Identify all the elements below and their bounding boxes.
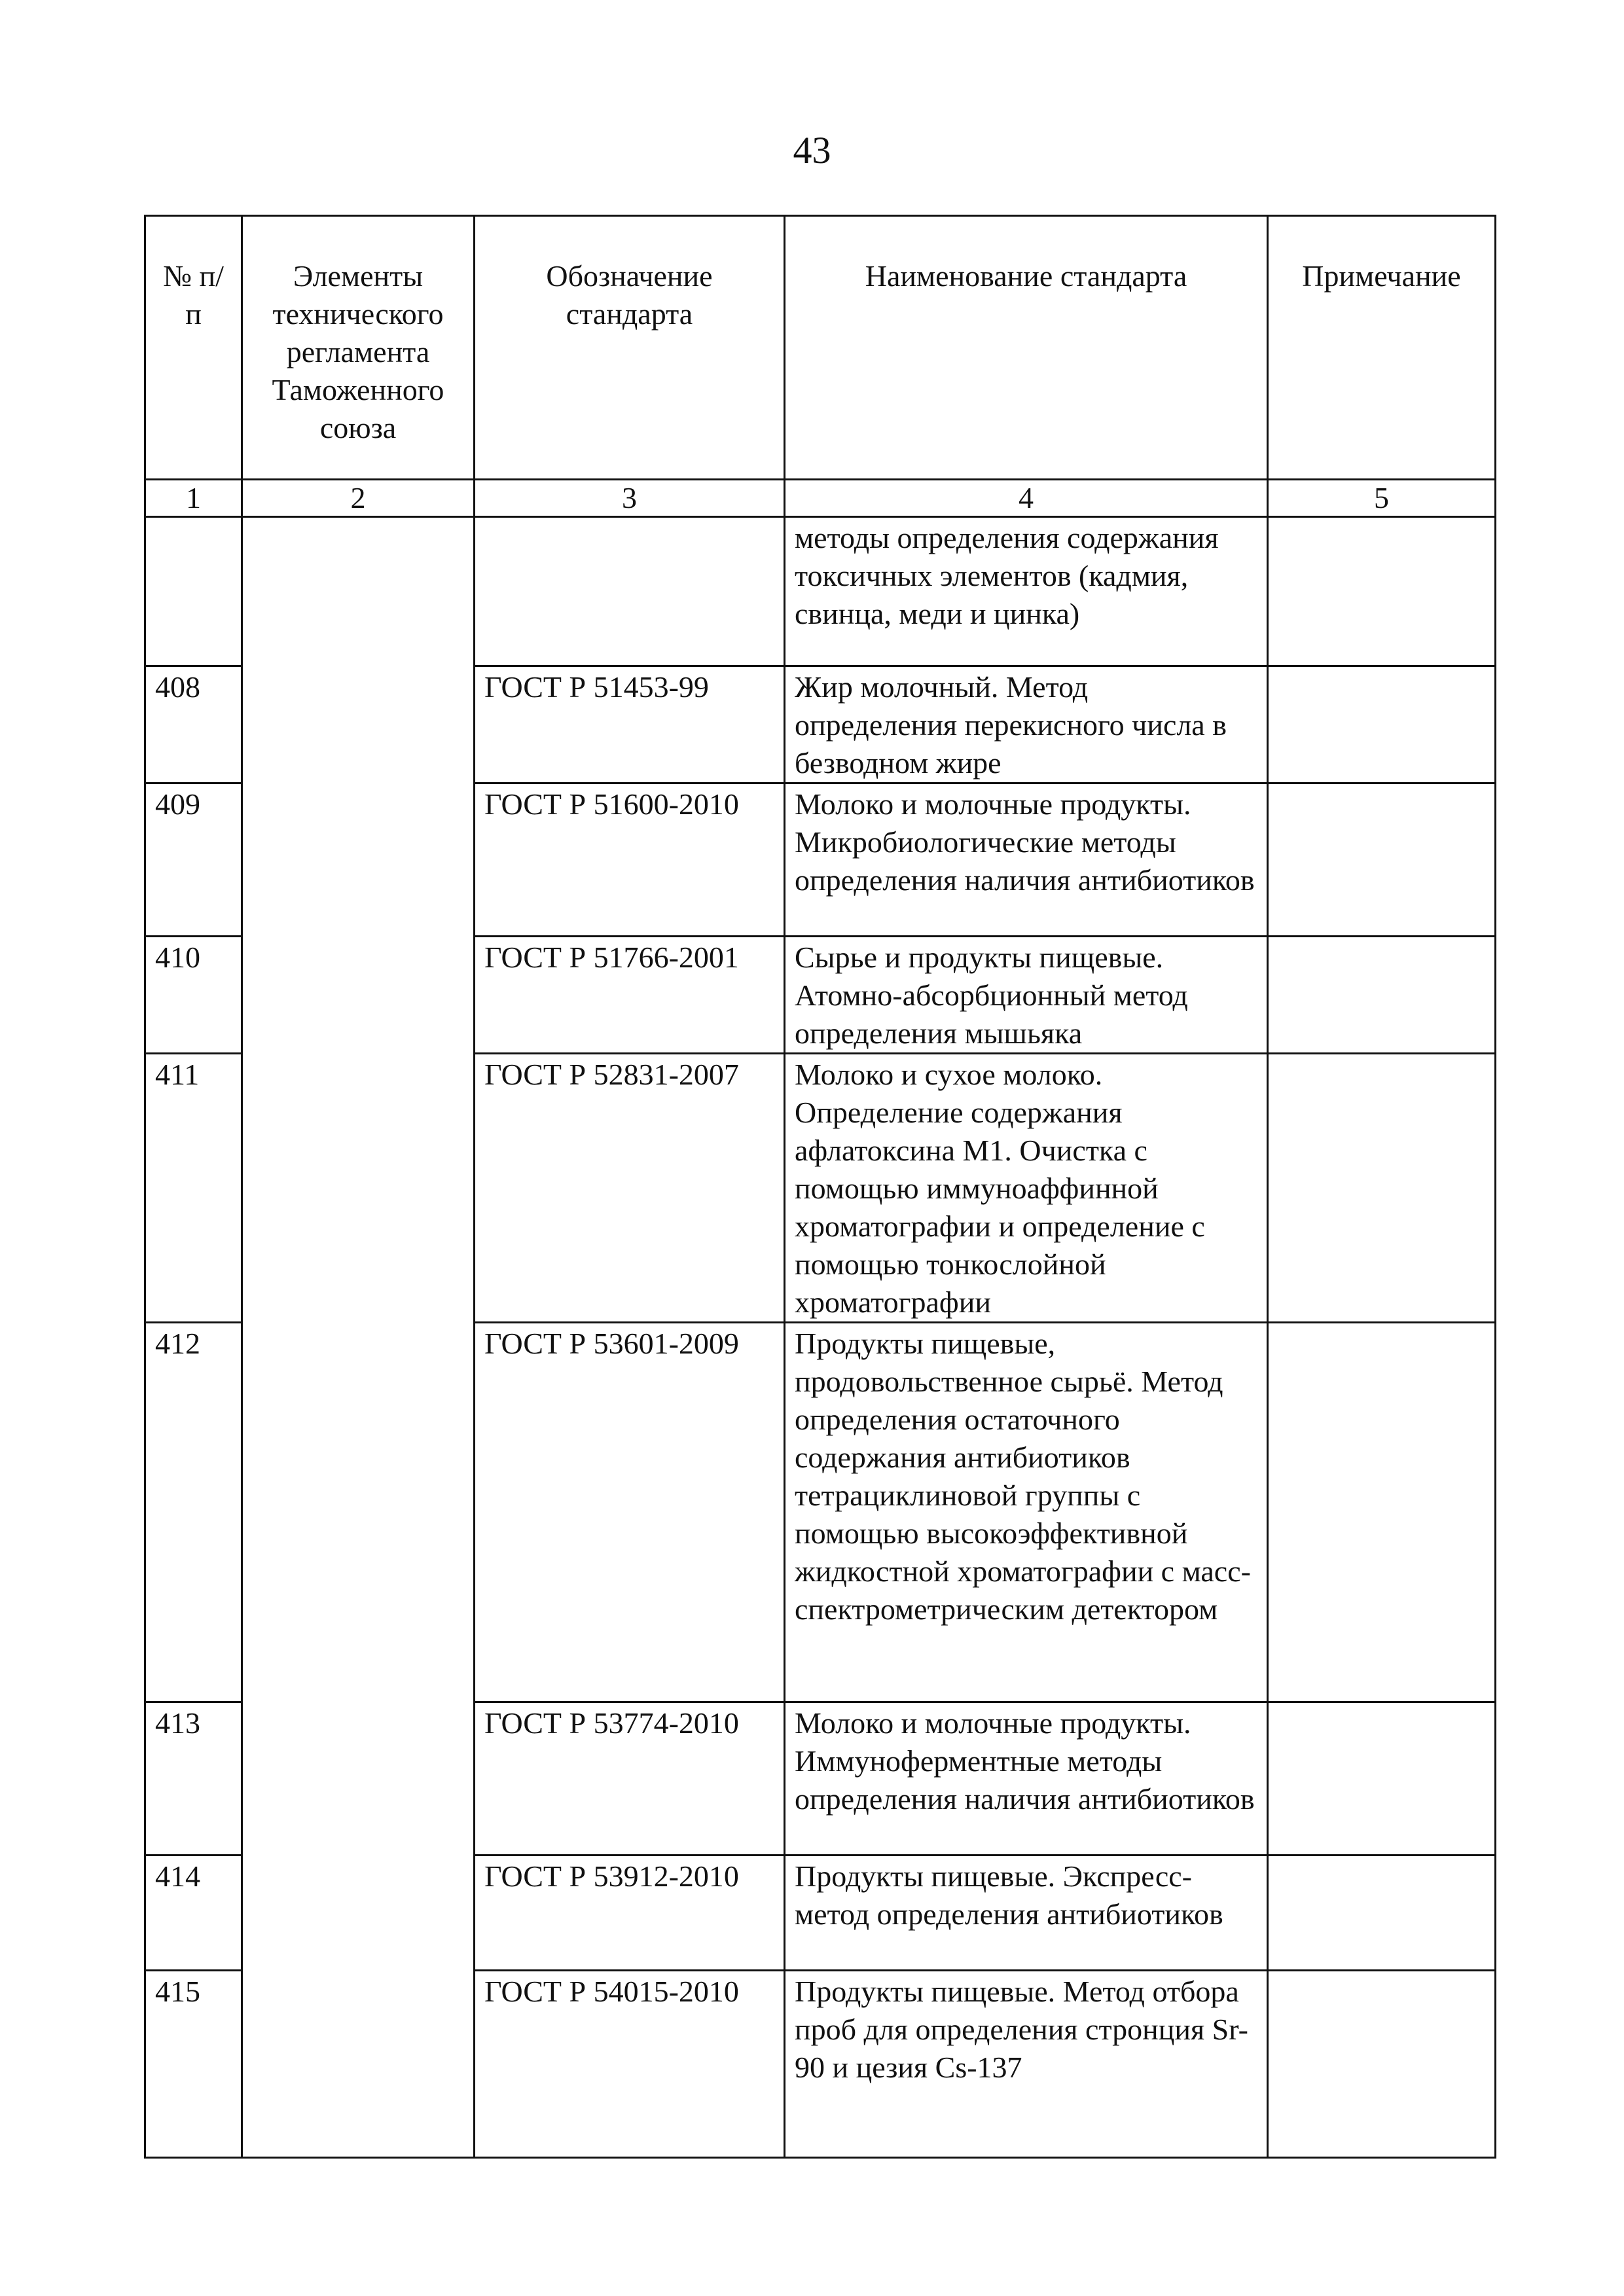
- page-number: 43: [793, 129, 831, 171]
- header-note: Примечание: [1268, 216, 1496, 480]
- row-number: 409: [145, 783, 242, 937]
- standard-name: Продукты пищевые, продовольственное сырьё. Метод определения остаточного содержания антибиотиков тетрациклиновой группы с помощью высокоэффективной жидкостной хроматографии с масс-спектрометрическим детектором: [785, 1323, 1268, 1702]
- standard-code: [475, 517, 785, 666]
- standard-name: методы определения содержания токсичных элементов (кадмия, свинца, меди и цинка): [785, 517, 1268, 666]
- standard-name: Продукты пищевые. Экспресс-метод определения антибиотиков: [785, 1856, 1268, 1971]
- column-number: 5: [1268, 480, 1496, 517]
- column-number: 3: [475, 480, 785, 517]
- table-row-continuation: [145, 517, 1496, 666]
- note-cell: [1268, 666, 1496, 783]
- column-number: 1: [145, 480, 242, 517]
- note-cell: [1268, 937, 1496, 1054]
- header-row: [145, 216, 1496, 480]
- standard-code: ГОСТ Р 51600-2010: [475, 783, 785, 937]
- standard-code: ГОСТ Р 53774-2010: [475, 1702, 785, 1856]
- column-number: 2: [242, 480, 475, 517]
- note-cell: [1268, 1856, 1496, 1971]
- standard-name: Молоко и сухое молоко. Определение содержания афлатоксина М1. Очистка с помощью иммуноаффинной хроматографии и определение с помощью тонкослойной хроматографии: [785, 1054, 1268, 1323]
- standard-name: Сырье и продукты пищевые. Атомно-абсорбционный метод определения мышьяка: [785, 937, 1268, 1054]
- column-number: 4: [785, 480, 1268, 517]
- standards-table: [144, 215, 1496, 2159]
- standard-code: ГОСТ Р 53601-2009: [475, 1323, 785, 1702]
- standard-code: ГОСТ Р 51766-2001: [475, 937, 785, 1054]
- row-number: 408: [145, 666, 242, 783]
- row-number: 411: [145, 1054, 242, 1323]
- standard-code: ГОСТ Р 52831-2007: [475, 1054, 785, 1323]
- regulation-elements-cell: [242, 517, 475, 2158]
- row-number: 410: [145, 937, 242, 1054]
- note-cell: [1268, 1702, 1496, 1856]
- note-cell: [1268, 783, 1496, 937]
- header-elements: Элементы технического регламента Таможенного союза: [242, 216, 475, 480]
- standard-code: ГОСТ Р 54015-2010: [475, 1971, 785, 2158]
- column-number-row: [145, 480, 1496, 517]
- header-designation: Обозначение стандарта: [475, 216, 785, 480]
- standard-name: Молоко и молочные продукты. Микробиологические методы определения наличия антибиотиков: [785, 783, 1268, 937]
- standard-code: ГОСТ Р 51453-99: [475, 666, 785, 783]
- note-cell: [1268, 1971, 1496, 2158]
- row-number: [145, 517, 242, 666]
- header-name: Наименование стандарта: [785, 216, 1268, 480]
- standard-code: ГОСТ Р 53912-2010: [475, 1856, 785, 1971]
- standard-name: Жир молочный. Метод определения перекисного числа в безводном жире: [785, 666, 1268, 783]
- header-num: № п/п: [145, 216, 242, 480]
- row-number: 412: [145, 1323, 242, 1702]
- note-cell: [1268, 1323, 1496, 1702]
- row-number: 413: [145, 1702, 242, 1856]
- row-number: 414: [145, 1856, 242, 1971]
- standard-name: Молоко и молочные продукты. Иммуноферментные методы определения наличия антибиотиков: [785, 1702, 1268, 1856]
- row-number: 415: [145, 1971, 242, 2158]
- note-cell: [1268, 517, 1496, 666]
- note-cell: [1268, 1054, 1496, 1323]
- standard-name: Продукты пищевые. Метод отбора проб для определения стронция Sr-90 и цезия Cs-137: [785, 1971, 1268, 2158]
